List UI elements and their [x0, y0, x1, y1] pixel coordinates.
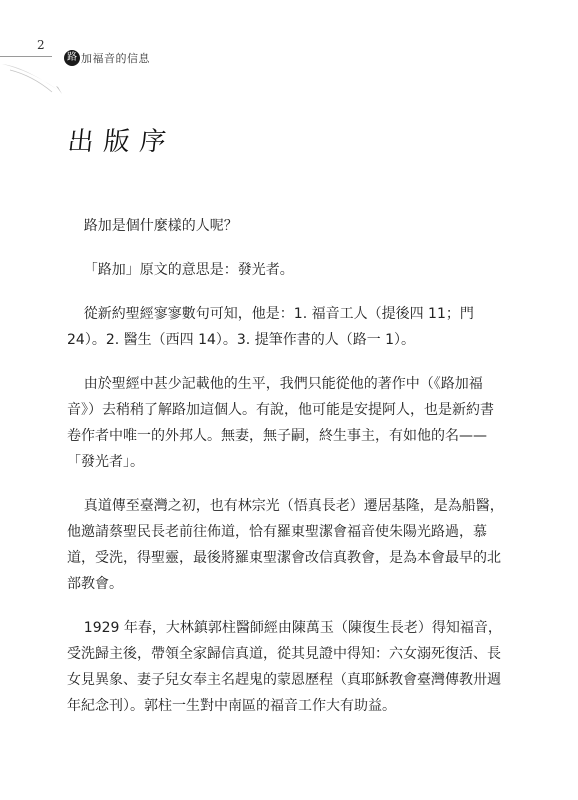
- paragraph: 「路加」原文的意思是：發光者。: [83, 262, 294, 278]
- book-title-badge: 路: [64, 50, 80, 66]
- page-number: 2: [37, 38, 45, 52]
- page-header: [0, 0, 578, 90]
- paragraph: 路加是個什麼樣的人呢？: [83, 218, 238, 234]
- section-title: 出版序: [66, 127, 178, 158]
- body-text: [67, 213, 507, 737]
- paragraph: 真道傳至臺灣之初，也有林宗光（悟真長老）遷居基隆，是為船醫，他邀請蔡聖民長老前往佈道，恰有羅東聖潔會福音使朱陽光路過，慕道，受洗，得聖靈，最後將羅東聖潔會改信真教會，是為本會最早的北部教會。: [67, 498, 504, 592]
- paragraph: 1929 年春，大林鎮郭柱醫師經由陳萬玉（陳復生長老）得知福音，受洗歸主後，帶領全家歸信真道，從其見證中得知：六女溺死復活、長女見異象、妻子兒女奉主名趕鬼的蒙恩歷程（真耶穌教會臺灣傳教卅週年紀念刊）。郭柱一生對中南區的福音工作大有助益。: [67, 620, 502, 714]
- paragraph: 從新約聖經寥寥數句可知，他是：1. 福音工人（提後四 11；門 24）。2. 醫生（西四 14）。3. 提筆作書的人（路一 1）。: [67, 306, 474, 348]
- running-title: 加福音的信息: [81, 52, 150, 65]
- paragraph: 由於聖經中甚少記載他的生平，我們只能從他的著作中（《路加福音》）去稍稍了解路加這個人。有說，他可能是安提阿人，也是新約書卷作者中唯一的外邦人。無妻，無子嗣，終生事主，有如他的名——「發光者」。: [67, 376, 494, 470]
